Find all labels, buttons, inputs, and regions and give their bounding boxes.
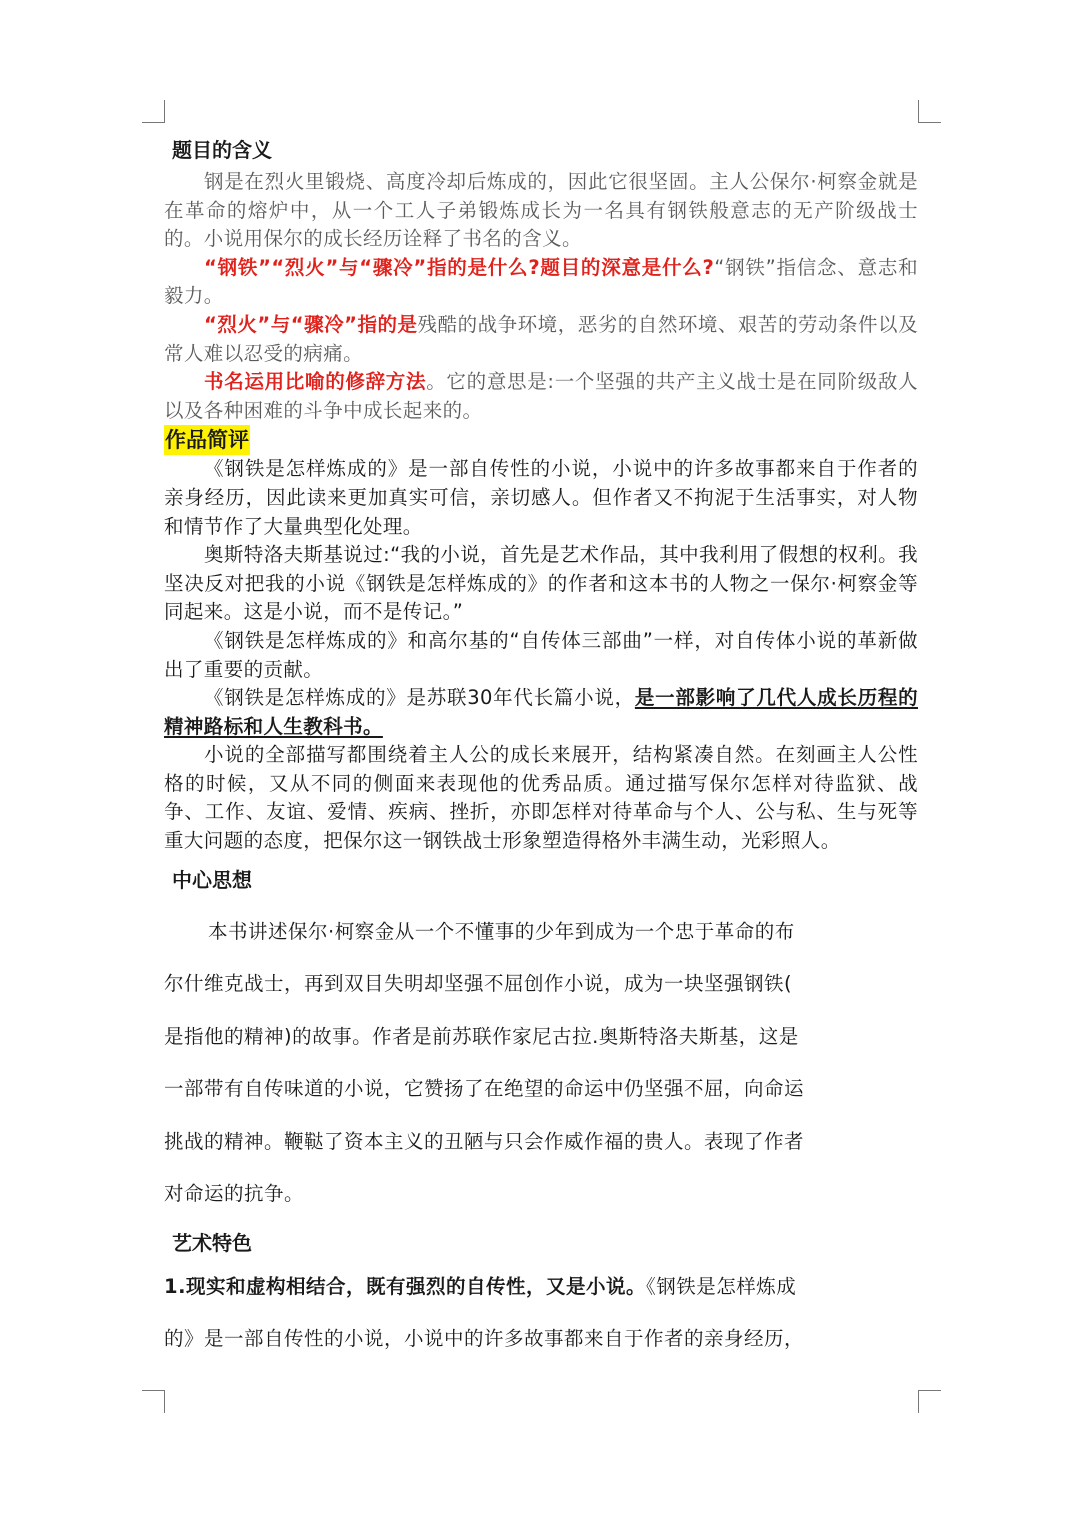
paragraph-review-4: [164, 684, 918, 741]
paragraph-review-5: 小说的全部描写都围绕着主人公的成长来展开，结构紧凑自然。在刻画主人公性格的时候，又从不同的侧面来表现他的优秀品质。通过描写保尔怎样对待监狱、战争、工作、友谊、爱情、疾病、挫折，亦即怎样对待革命与个人、公与私、生与死等重大问题的态度，把保尔这一钢铁战士形象塑造得格外丰满生动，光彩照人。: [164, 743, 918, 853]
metaphor-text: 。它的意思是:一个坚强的共产主义战士是在同阶级敌人以及各种困难的斗争中成长起来的。: [164, 370, 918, 422]
metaphor-highlight: 书名运用比喻的修辞方法: [204, 370, 427, 394]
paragraph-review-3: 《钢铁是怎样炼成的》和高尔基的“自传体三部曲”一样，对自传体小说的革新做出了重要的贡献。: [164, 628, 918, 681]
art-feature-text: 《钢铁是怎样炼成: [645, 1274, 797, 1298]
section-heading-title-meaning: 题目的含义: [172, 138, 272, 162]
section-heading-central-idea: 中心思想: [172, 867, 252, 892]
document-body: [164, 132, 918, 1366]
art-feature-point: 1.现实和虚构相结合，既有强烈的自传性，又是小说。: [164, 1274, 646, 1298]
section-heading-review: 作品简评: [164, 425, 250, 455]
fire-cold-highlight: “烈火”与“骤冷”指的是: [204, 312, 418, 336]
paragraph-title-meaning: 钢是在烈火里锻烧、高度冷却后炼成的，因此它很坚固。主人公保尔·柯察金就是在革命的熔炉中，从一个工人子弟锻炼成长为一名具有钢铁般意志的无产阶级战士的。小说用保尔的成长经历诠释了书名的含义。: [164, 170, 918, 251]
central-idea-line: 一部带有自传味道的小说，它赞扬了在绝望的命运中仍坚强不屈，向命运: [164, 1077, 805, 1101]
fire-cold-text: 残酷的战争环境，恶劣的自然环境、艰苦的劳动条件以及常人难以忍受的病痛。: [164, 312, 918, 365]
question-highlight: “钢铁”“烈火”与“骤冷”指的是什么?题目的深意是什么?: [204, 255, 715, 279]
paragraph-question: [164, 254, 918, 311]
central-idea-block: [164, 906, 918, 1221]
central-idea-line: 对命运的抗争。: [164, 1182, 305, 1206]
paragraph-fire-cold: [164, 311, 918, 368]
central-idea-line: 是指他的精神)的故事。作者是前苏联作家尼古拉.奥斯特洛夫斯基，这是: [164, 1024, 799, 1048]
paragraph-review-1: 《钢铁是怎样炼成的》是一部自传性的小说，小说中的许多故事都来自于作者的亲身经历，因此读来更加真实可信，亲切感人。但作者又不拘泥于生活事实，对人物和情节作了大量典型化处理。: [164, 457, 918, 538]
central-idea-line: 挑战的精神。鞭鞑了资本主义的丑陋与只会作威作福的贵人。表现了作者: [164, 1129, 805, 1153]
central-idea-line: 本书讲述保尔·柯察金从一个不懂事的少年到成为一个忠于革命的布: [208, 919, 795, 943]
art-features-line-1: [164, 1261, 918, 1314]
review-4-underlined: 是一部影响了几代人成长历程的精神路标和人生教科书。: [164, 686, 918, 738]
crop-mark-bottom-right: [918, 1390, 941, 1413]
question-answer: “钢铁”指信念、意志和毅力。: [164, 255, 918, 308]
review-4-text: 《钢铁是怎样炼成的》是苏联30年代长篇小说，: [204, 686, 635, 710]
crop-mark-top-left: [142, 100, 165, 123]
section-heading-review-wrap: [164, 425, 918, 455]
paragraph-metaphor: [164, 368, 918, 425]
paragraph-review-2: 奥斯特洛夫斯基说过:“我的小说，首先是艺术作品，其中我利用了假想的权利。我坚决反对把我的小说《钢铁是怎样炼成的》的作者和这本书的人物之一保尔·柯察金等同起来。这是小说，而不是传记。”: [164, 543, 918, 624]
central-idea-line: 尔什维克战士，再到双目失明却坚强不屈创作小说，成为一块坚强钢铁(: [164, 972, 793, 996]
crop-mark-bottom-left: [142, 1390, 165, 1413]
art-features-line-2: 的》是一部自传性的小说，小说中的许多故事都来自于作者的亲身经历，: [164, 1327, 805, 1351]
crop-mark-top-right: [918, 100, 941, 123]
section-heading-art-features: 艺术特色: [172, 1230, 252, 1255]
